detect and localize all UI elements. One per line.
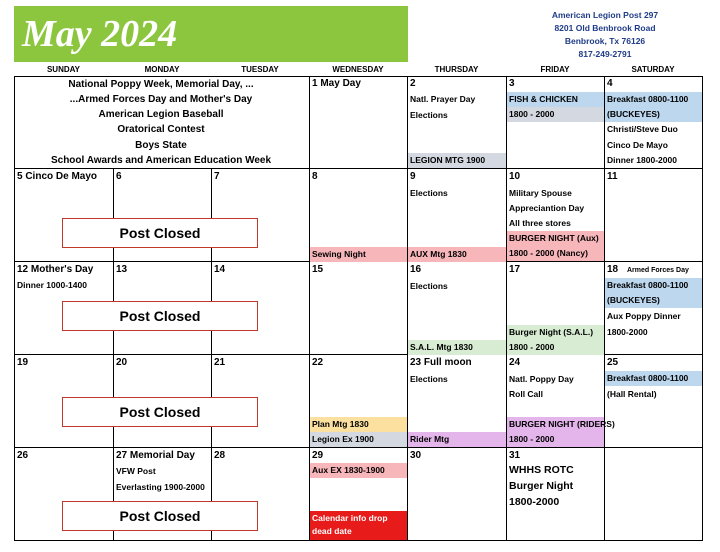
org-name: American Legion Post 297 [551,10,659,20]
event: Aux Poppy Dinner [607,311,681,321]
day-number: 17 [509,264,521,275]
day-number: 24 [509,357,521,368]
day-number: 9 [410,171,416,182]
event: 1800 - 2000 [507,340,604,355]
event: Elections [410,110,448,120]
day-number: 16 [410,264,422,275]
event: Burger Night [509,480,574,492]
day-number: 8 [312,171,318,182]
event: Elections [410,188,448,198]
day-number: 22 [312,357,324,368]
event: BURGER NIGHT (Aux) [507,231,604,246]
event: Rider Mtg [408,432,506,447]
intro-line: Oratorical Contest [117,124,205,135]
event: (BUCKEYES) [605,293,702,308]
event: Dinner 1800-2000 [607,155,677,165]
day-number: 31 [509,450,521,461]
event: Legion Ex 1900 [310,432,407,447]
event: Burger Night (S.A.L.) [507,325,604,340]
intro-line: School Awards and American Education Week [50,155,272,166]
event: Elections [410,374,448,384]
event: 1800 - 2000 (Nancy) [507,246,604,261]
post-closed-box: Post Closed [62,501,258,531]
weekday-header-friday: FRIDAY [540,65,570,74]
event: S.A.L. Mtg 1830 [408,340,506,355]
day-number: 30 [410,450,422,461]
event: Breakfast 0800-1100 [605,278,702,293]
weekday-header-saturday: SATURDAY [631,65,675,74]
day-number: 28 [214,450,226,461]
event: 1800 - 2000 [507,107,604,122]
day-number: 3 [509,78,515,89]
event: Aux EX 1830-1900 [310,463,407,478]
event: Sewing Night [310,247,407,262]
day-number: 27 Memorial Day [116,450,195,461]
day-number: 19 [17,357,29,368]
grid-line [14,540,702,541]
post-closed-box: Post Closed [62,301,258,331]
weekday-header-thursday: THURSDAY [434,65,479,74]
day-number: 6 [116,171,122,182]
event: Everlasting 1900-2000 [116,482,205,492]
day-number: 7 [214,171,220,182]
day-number: 15 [312,264,324,275]
grid-line [702,76,703,541]
event: Elections [410,281,448,291]
day-number: 21 [214,357,226,368]
day-number: 10 [509,171,521,182]
event: All three stores [509,218,571,228]
event: WHHS ROTC [509,464,574,476]
event: (BUCKEYES) [605,107,702,122]
event: Military Spouse [509,188,572,198]
event: Breakfast 0800-1100 [605,371,702,386]
day-number: 12 Mother's Day [17,264,94,275]
weekday-header-sunday: SUNDAY [46,65,81,74]
day-number: 1 May Day [312,78,361,89]
day-number: 25 [607,357,619,368]
day-note: Armed Forces Day [627,267,689,274]
event: Natl. Prayer Day [410,94,476,104]
day-number: 23 Full moon [410,357,472,368]
grid-line [14,447,702,448]
intro-line: ...Armed Forces Day and Mother's Day [69,94,253,105]
event: (Hall Rental) [607,389,657,399]
event: Christi/Steve Duo [607,124,678,134]
event: LEGION MTG 1900 [408,153,506,168]
org-address-line1: 8201 Old Benbrook Road [554,23,656,33]
event: Appreciantion Day [509,203,585,213]
event: 1800-2000 [509,496,560,508]
day-number: 11 [607,171,618,182]
day-number: 5 Cinco De Mayo [17,171,98,182]
event: BURGER NIGHT (RIDERS) [507,417,604,432]
day-number: 20 [116,357,128,368]
event: Roll Call [509,389,544,399]
weekday-header-tuesday: TUESDAY [241,65,279,74]
post-closed-box: Post Closed [62,397,258,427]
day-number: 13 [116,264,128,275]
org-address-line2: Benbrook, Tx 76126 [564,36,646,46]
day-number: 18 [607,264,619,275]
weekday-header-wednesday: WEDNESDAY [332,65,384,74]
grid-line [407,76,408,541]
event: 1800 - 2000 [507,432,604,447]
deadline-notice: Calendar info drop dead date [310,511,407,540]
event: Cinco De Mayo [607,140,668,150]
org-phone: 817-249-2791 [578,49,632,59]
intro-line: Boys State [135,140,187,151]
day-number: 2 [410,78,416,89]
month-title: May 2024 [22,13,178,55]
weekday-header-monday: MONDAY [144,65,180,74]
grid-line [14,76,15,541]
intro-line: National Poppy Week, Memorial Day, ... [68,79,254,90]
day-number: 14 [214,264,226,275]
event: Breakfast 0800-1100 [605,92,702,107]
event: 1800-2000 [607,327,648,337]
day-number: 29 [312,450,324,461]
post-closed-box: Post Closed [62,218,258,248]
event: AUX Mtg 1830 [408,247,506,262]
event: VFW Post [116,466,156,476]
day-number: 26 [17,450,29,461]
day-number: 4 [607,78,613,89]
event: Dinner 1000-1400 [17,280,87,290]
intro-line: American Legion Baseball [98,109,224,120]
event: FISH & CHICKEN [507,92,604,107]
event: Plan Mtg 1830 [310,417,407,432]
event: Natl. Poppy Day [509,374,574,384]
